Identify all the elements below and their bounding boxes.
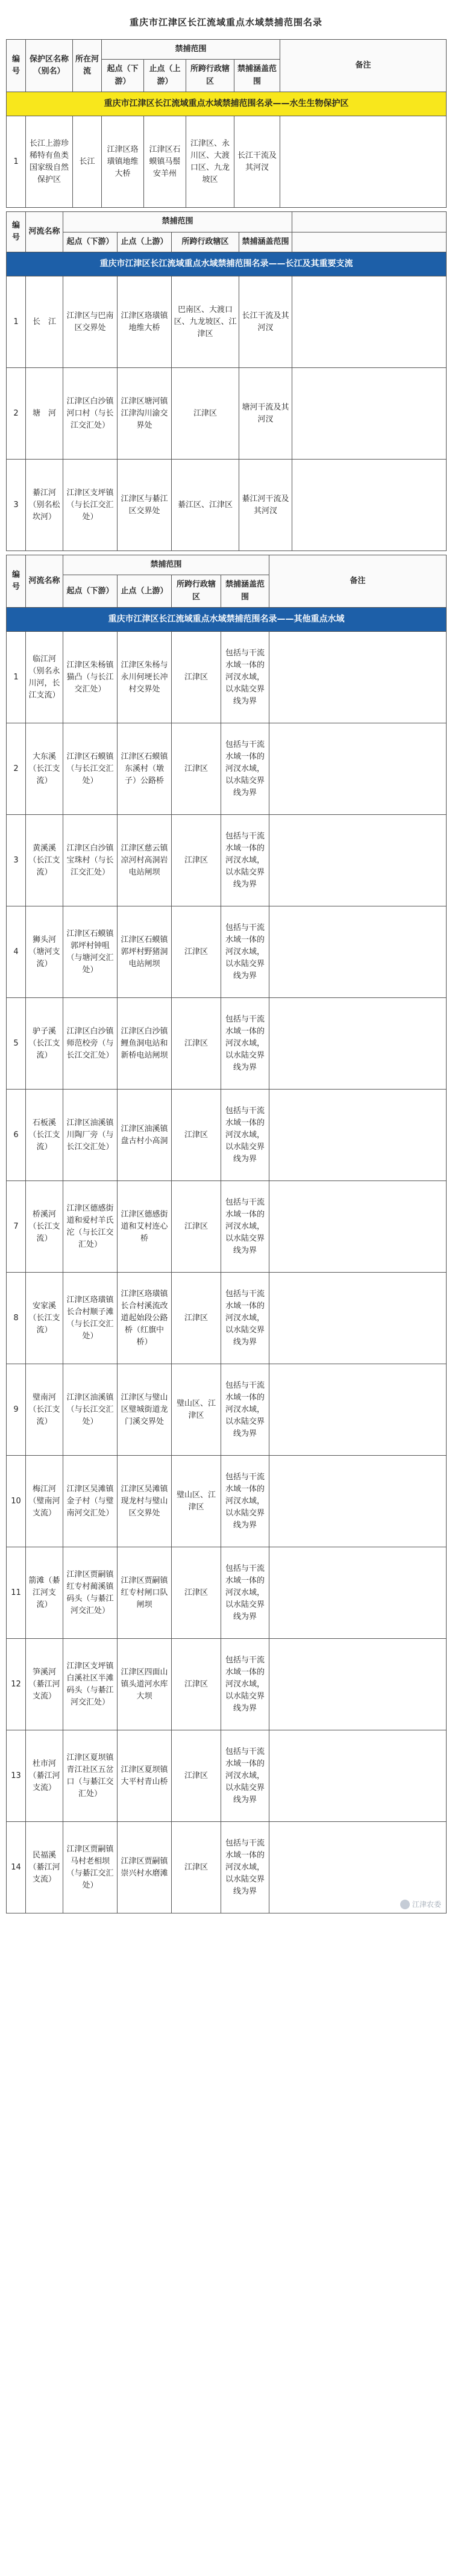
cell-extent: 包括与干流水域一体的河汊水域，以水陆交界线为界 (221, 1547, 269, 1639)
cell-name: 临江河（别名永川河，长江支流） (26, 632, 63, 723)
cell-name: 笋溪河（綦江河支流） (26, 1639, 63, 1730)
cell-start: 江津区石蟆镇郭坪村钟咀（与塘河交汇处） (63, 906, 118, 998)
cell-end: 江津区与璧山区璧城街道龙门溪交界处 (118, 1364, 172, 1456)
cell-extent: 包括与干流水域一体的河汊水域，以水陆交界线为界 (221, 1456, 269, 1547)
cell-district: 江津区 (172, 368, 239, 460)
cell-end: 江津区塘河镇江津沟川渝交界处 (118, 368, 172, 460)
banner-text: 重庆市江津区长江流域重点水域禁捕范围名录——长江及其重要支流 (7, 252, 447, 276)
cell-district: 江津区 (172, 815, 221, 906)
cell-remark (269, 1364, 447, 1456)
cell-name: 民福溪（綦江河支流） (26, 1822, 63, 1913)
watermark-text: 江津农委 (412, 1900, 441, 1909)
cell-start: 江津区白沙镇河口村（与长江交汇处） (63, 368, 118, 460)
cell-name: 狮头河（塘河支流） (26, 906, 63, 998)
header-blank (292, 212, 447, 232)
table-row (7, 276, 447, 368)
header-end: 止点（上游） (144, 60, 186, 92)
cell-name: 长 江 (26, 276, 63, 368)
main-river-table (6, 211, 447, 551)
header-district: 所跨行政辖区 (172, 232, 239, 252)
cell-extent: 包括与干流水域一体的河汊水域，以水陆交界线为界 (221, 1730, 269, 1822)
cell-start: 江津区白沙镇师范校旁（与长江交汇处） (63, 998, 118, 1090)
table-banner (7, 252, 447, 276)
table-row (7, 815, 447, 906)
cell-no: 5 (7, 998, 26, 1090)
cell-end: 江津区石蟆镇东溪村（墩子）公路桥 (118, 723, 172, 815)
cell-end: 江津区珞璜镇地维大桥 (118, 276, 172, 368)
cell-no: 14 (7, 1822, 26, 1913)
cell-name: 安家溪（长江支流） (26, 1273, 63, 1364)
cell-name: 箭滩（綦江河支流） (26, 1547, 63, 1639)
header-end: 止点（上游） (118, 232, 172, 252)
cell-start: 江津区白沙镇宝珠村（与长江交汇处） (63, 815, 118, 906)
cell-district: 江津区 (172, 998, 221, 1090)
cell-end: 江津区石蟆镇马鬃安羊州 (144, 116, 186, 208)
cell-end: 江津区朱杨与永川何埂长冲村交界处 (118, 632, 172, 723)
cell-district: 江津区 (172, 1730, 221, 1822)
header-row (7, 40, 447, 60)
cell-extent: 包括与干流水域一体的河汊水域，以水陆交界线为界 (221, 723, 269, 815)
header-start: 起点（下游） (102, 60, 144, 92)
cell-end: 江津区德感街道和艾村连心桥 (118, 1181, 172, 1273)
protected-area-table (6, 39, 447, 208)
cell-end: 江津区贾嗣镇崇兴村水磨滩 (118, 1822, 172, 1913)
table-row (7, 998, 447, 1090)
header-row (7, 232, 447, 252)
cell-blank (292, 368, 447, 460)
cell-district: 江津区 (172, 723, 221, 815)
other-waters-table (6, 555, 447, 1913)
cell-district: 江津区 (172, 632, 221, 723)
cell-name: 綦江河（别名松坎河） (26, 460, 63, 551)
header-row (7, 212, 447, 232)
cell-start: 江津区贾嗣镇马村老相坝（与綦江交汇处） (63, 1822, 118, 1913)
cell-no: 10 (7, 1456, 26, 1547)
cell-no: 11 (7, 1547, 26, 1639)
cell-start: 江津区石蟆镇（与长江交汇处） (63, 723, 118, 815)
cell-no: 1 (7, 276, 26, 368)
cell-no: 7 (7, 1181, 26, 1273)
cell-no: 2 (7, 723, 26, 815)
cell-extent: 包括与干流水域一体的河汊水域，以水陆交界线为界 (221, 1639, 269, 1730)
cell-end: 江津区慈云镇凉河村高洞岩电站闸坝 (118, 815, 172, 906)
header-no: 编号 (7, 212, 26, 252)
table-banner (7, 607, 447, 632)
header-start: 起点（下游） (63, 232, 118, 252)
cell-start: 江津区吴滩镇金子村（与璧南河交汇处） (63, 1456, 118, 1547)
cell-end: 江津区四面山镇头道河水库大坝 (118, 1639, 172, 1730)
cell-name: 璧南河（长江支流） (26, 1364, 63, 1456)
cell-district: 江津区、永川区、大渡口区、九龙坡区 (186, 116, 234, 208)
cell-no: 3 (7, 815, 26, 906)
table-row (7, 1822, 447, 1913)
cell-start: 江津区贾嗣镇红专村蔺溪镇码头（与綦江河交汇处） (63, 1547, 118, 1639)
header-no: 编号 (7, 40, 26, 92)
cell-district: 江津区 (172, 1547, 221, 1639)
cell-end: 江津区夏坝镇大平村青山桥 (118, 1730, 172, 1822)
cell-start: 江津区与巴南区交界处 (63, 276, 118, 368)
cell-extent: 包括与干流水域一体的河汊水域，以水陆交界线为界 (221, 1273, 269, 1364)
cell-end: 江津区油溪镇盘古村小高洞 (118, 1090, 172, 1181)
cell-extent: 长江干流及其河汊 (234, 116, 280, 208)
cell-end: 江津区石蟆镇郭坪村野猪洞电站闸坝 (118, 906, 172, 998)
header-river: 所在河流 (73, 40, 102, 92)
table-row (7, 723, 447, 815)
cell-remark (269, 1730, 447, 1822)
cell-remark (269, 906, 447, 998)
cell-district: 江津区 (172, 1639, 221, 1730)
cell-end: 江津区贾嗣镇红专村闸口队闸坝 (118, 1547, 172, 1639)
cell-remark (269, 1639, 447, 1730)
cell-no: 8 (7, 1273, 26, 1364)
table-row (7, 116, 447, 208)
cell-name: 黄溪溪（长江支流） (26, 815, 63, 906)
cell-no: 6 (7, 1090, 26, 1181)
table-row (7, 1273, 447, 1364)
table-row (7, 1456, 447, 1547)
header-name: 河流名称 (26, 212, 63, 252)
cell-start: 江津区油溪镇（与长江交汇处） (63, 1364, 118, 1456)
cell-name: 大东溪（长江支流） (26, 723, 63, 815)
cell-remark (269, 1273, 447, 1364)
cell-extent: 綦江河干流及其河汊 (239, 460, 292, 551)
header-remark: 备注 (269, 555, 447, 607)
cell-name: 石板溪（长江支流） (26, 1090, 63, 1181)
cell-start: 江津区油溪镇川陶厂旁（与长江交汇处） (63, 1090, 118, 1181)
cell-district: 巴南区、大渡口区、九龙坡区、江津区 (172, 276, 239, 368)
header-name: 河流名称 (26, 555, 63, 607)
cell-district: 璧山区、江津区 (172, 1456, 221, 1547)
cell-blank (292, 276, 447, 368)
cell-remark (269, 1090, 447, 1181)
header-extent: 禁捕涵盖范围 (234, 60, 280, 92)
banner-text: 重庆市江津区长江流域重点水域禁捕范围名录——其他重点水域 (7, 607, 447, 632)
header-no: 编号 (7, 555, 26, 607)
header-extent: 禁捕涵盖范围 (239, 232, 292, 252)
cell-end: 江津区白沙镇鲤鱼洞电站和新桥电站闸坝 (118, 998, 172, 1090)
header-remark: 备注 (280, 40, 447, 92)
cell-start: 江津区夏坝镇青江社区五岔口（与綦江交汇处） (63, 1730, 118, 1822)
cell-remark (269, 632, 447, 723)
header-scope: 禁捕范围 (102, 40, 280, 60)
cell-start: 江津区支坪镇白溪社区半滩码头（与綦江河交汇处） (63, 1639, 118, 1730)
cell-district: 江津区 (172, 906, 221, 998)
table-row (7, 1090, 447, 1181)
header-end: 止点（上游） (118, 575, 172, 607)
cell-extent: 长江干流及其河汊 (239, 276, 292, 368)
header-scope: 禁捕范围 (63, 212, 292, 232)
cell-remark (269, 1456, 447, 1547)
cell-name: 杜市河（綦江河支流） (26, 1730, 63, 1822)
cell-end: 江津区与綦江区交界处 (118, 460, 172, 551)
cell-extent: 包括与干流水域一体的河汊水域，以水陆交界线为界 (221, 1364, 269, 1456)
cell-remark (269, 1547, 447, 1639)
cell-no: 1 (7, 632, 26, 723)
cell-remark (280, 116, 447, 208)
cell-extent: 塘河干流及其河汊 (239, 368, 292, 460)
table-row (7, 368, 447, 460)
cell-blank (292, 460, 447, 551)
header-scope: 禁捕范围 (63, 555, 269, 575)
cell-remark (269, 1181, 447, 1273)
header-district: 所跨行政辖区 (186, 60, 234, 92)
cell-end: 江津区珞璜镇长合村溪流改道起始段公路桥（红旗中桥） (118, 1273, 172, 1364)
cell-start: 江津区珞璜镇长合村顺子滩（与长江交汇处） (63, 1273, 118, 1364)
cell-district: 璧山区、江津区 (172, 1364, 221, 1456)
cell-district: 江津区 (172, 1181, 221, 1273)
cell-no: 4 (7, 906, 26, 998)
cell-start: 江津区支坪镇（与长江交汇处） (63, 460, 118, 551)
header-row (7, 555, 447, 575)
header-start: 起点（下游） (63, 575, 118, 607)
table-row (7, 1730, 447, 1822)
cell-remark (269, 723, 447, 815)
page-title: 重庆市江津区长江流域重点水域禁捕范围名录 (129, 17, 322, 28)
cell-remark (269, 815, 447, 906)
cell-river: 长江 (73, 116, 102, 208)
watermark (400, 1899, 441, 1910)
table-row (7, 1547, 447, 1639)
cell-no: 1 (7, 116, 26, 208)
cell-start: 江津区珞璜镇地维大桥 (102, 116, 144, 208)
cell-start: 江津区德感街道和爱村羊氏沱（与长江交汇处） (63, 1181, 118, 1273)
wechat-logo-icon (400, 1900, 410, 1909)
cell-no: 12 (7, 1639, 26, 1730)
cell-extent: 包括与干流水域一体的河汊水域，以水陆交界线为界 (221, 815, 269, 906)
cell-name: 长江上游珍稀特有鱼类国家级自然保护区 (26, 116, 73, 208)
cell-remark (269, 998, 447, 1090)
cell-no: 3 (7, 460, 26, 551)
header-blank (292, 232, 447, 252)
cell-start: 江津区朱杨镇猫凸（与长江交汇处） (63, 632, 118, 723)
cell-extent: 包括与干流水域一体的河汊水域，以水陆交界线为界 (221, 998, 269, 1090)
cell-extent: 包括与干流水域一体的河汊水域，以水陆交界线为界 (221, 1822, 269, 1913)
table-row (7, 632, 447, 723)
cell-district: 江津区 (172, 1273, 221, 1364)
cell-no: 9 (7, 1364, 26, 1456)
header-district: 所跨行政辖区 (172, 575, 221, 607)
cell-extent: 包括与干流水域一体的河汊水域，以水陆交界线为界 (221, 906, 269, 998)
banner-text: 重庆市江津区长江流域重点水域禁捕范围名录——水生生物保护区 (7, 92, 447, 116)
header-name: 保护区名称（别名） (26, 40, 73, 92)
table-banner (7, 92, 447, 116)
cell-end: 江津区吴滩镇现龙村与璧山区交界处 (118, 1456, 172, 1547)
cell-name: 桥溪河（长江支流） (26, 1181, 63, 1273)
cell-district: 江津区 (172, 1822, 221, 1913)
cell-name: 梅江河（璧南河支流） (26, 1456, 63, 1547)
cell-extent: 包括与干流水域一体的河汊水域，以水陆交界线为界 (221, 1181, 269, 1273)
cell-name: 驴子溪（长江支流） (26, 998, 63, 1090)
table-row (7, 1364, 447, 1456)
table-row (7, 906, 447, 998)
table-row (7, 460, 447, 551)
table-row (7, 1181, 447, 1273)
cell-name: 塘 河 (26, 368, 63, 460)
header-extent: 禁捕涵盖范围 (221, 575, 269, 607)
cell-no: 2 (7, 368, 26, 460)
cell-district: 江津区 (172, 1090, 221, 1181)
cell-extent: 包括与干流水域一体的河汊水域，以水陆交界线为界 (221, 632, 269, 723)
cell-no: 13 (7, 1730, 26, 1822)
cell-extent: 包括与干流水域一体的河汊水域，以水陆交界线为界 (221, 1090, 269, 1181)
cell-district: 綦江区、江津区 (172, 460, 239, 551)
table-row (7, 1639, 447, 1730)
